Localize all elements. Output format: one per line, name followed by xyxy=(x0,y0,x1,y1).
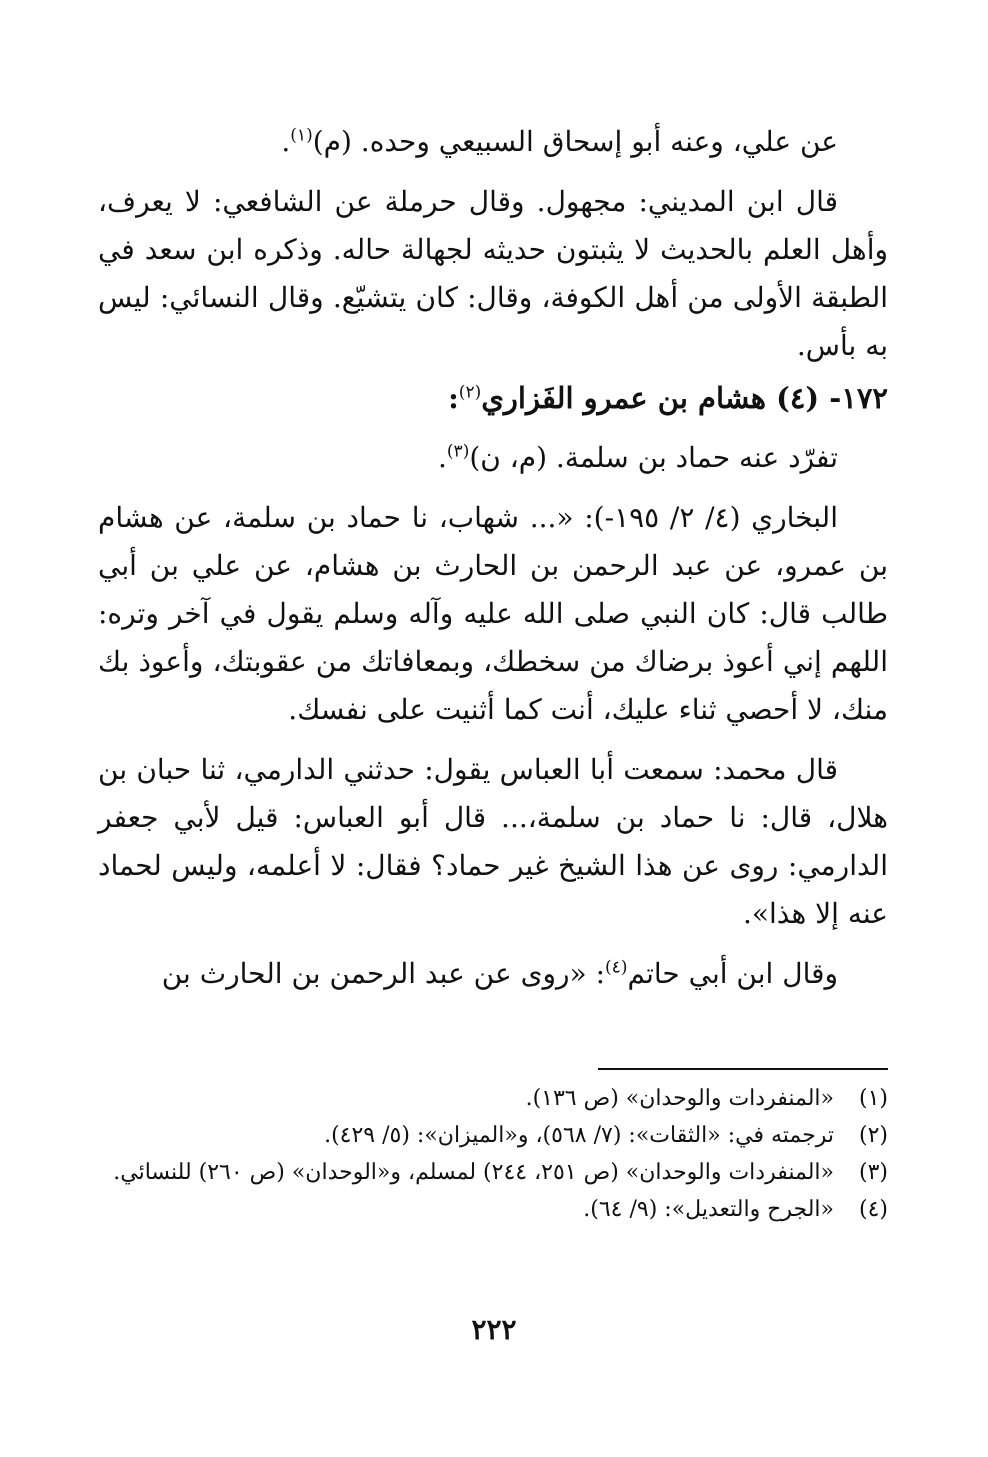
paragraph-2: قال ابن المديني: مجهول. وقال حرملة عن الشافعي: لا يعرف، وأهل العلم بالحديث لا يثبتون حديثه لجهالة حاله. وذكره ابن سعد في الطبقة الأولى من أهل الكوفة، وقال: كان يتشيّع. وقال النسائي: ليس به بأس. xyxy=(98,185,888,362)
paragraph-1-end: . xyxy=(281,125,291,158)
footnote-3-number: (٣) xyxy=(858,1160,888,1185)
main-text xyxy=(98,118,888,998)
footnote-4-number: (٤) xyxy=(858,1197,888,1222)
paragraph-3-end: . xyxy=(438,441,447,474)
footnote-2 xyxy=(98,1117,888,1154)
entry-heading-text: ١٧٢- (٤) هشام بن عمرو الفَزاري xyxy=(481,381,888,415)
footnotes xyxy=(98,1080,888,1228)
paragraph-1 xyxy=(98,118,888,166)
footnote-4 xyxy=(98,1191,888,1228)
footnote-1-number: (١) xyxy=(858,1086,888,1111)
footnote-3-text: «المنفردات والوحدان» (ص ٢٥١، ٢٤٤) لمسلم، و«الوحدان» (ص ٢٦٠) للنسائي. xyxy=(113,1160,834,1185)
footnote-ref-3[interactable]: (٣) xyxy=(446,441,470,462)
paragraph-3-text: تفرّد عنه حماد بن سلمة. (م، ن) xyxy=(469,441,838,474)
entry-heading xyxy=(98,374,888,422)
footnote-2-number: (٢) xyxy=(858,1123,888,1148)
footnote-ref-4[interactable]: (٤) xyxy=(605,957,628,978)
paragraph-1-text: عن علي، وعنه أبو إسحاق السبيعي وحده. (م) xyxy=(312,125,838,158)
paragraph-6-text-after: : «روى عن عبد الرحمن بن الحارث بن xyxy=(161,957,606,990)
footnote-1-text: «المنفردات والوحدان» (ص ١٣٦). xyxy=(525,1086,834,1111)
footnote-3 xyxy=(98,1154,888,1191)
paragraph-5: قال محمد: سمعت أبا العباس يقول: حدثني الدارمي، ثنا حبان بن هلال، قال: نا حماد بن سلمة،... قال أبو العباس: قيل لأبي جعفر الدارمي: روى عن هذا الشيخ غير حماد؟ فقال: لا أعلمه، وليس لحماد عنه إلا هذا». xyxy=(98,753,888,930)
footnote-4-text: «الجرح والتعديل»: (٩/ ٦٤). xyxy=(583,1197,834,1222)
footnote-1 xyxy=(98,1080,888,1117)
paragraph-6 xyxy=(98,950,888,998)
paragraph-4: البخاري (٤/ ٢/ ١٩٥-): «... شهاب، نا حماد بن سلمة، عن هشام بن عمرو، عن عبد الرحمن بن الحارث بن هشام، عن علي بن أبي طالب قال: كان النبي صلى الله عليه وآله وسلم يقول في آخر وتره: اللهم إني أعوذ برضاك من سخطك، وبمعافاتك من عقوبتك، وأعوذ بك منك، لا أحصي ثناء عليك، أنت كما أثنيت على نفسك. xyxy=(98,501,888,726)
paragraph-6-text-before: وقال ابن أبي حاتم xyxy=(627,957,838,990)
entry-heading-end: : xyxy=(448,381,459,415)
paragraph-3 xyxy=(98,434,888,482)
footnote-ref-1[interactable]: (١) xyxy=(290,125,313,146)
footnote-divider xyxy=(598,1068,888,1070)
page-number: ٢٢٢ xyxy=(471,1313,517,1346)
footnote-ref-2[interactable]: (٢) xyxy=(458,382,482,403)
footnote-2-text: ترجمته في: «الثقات»: (٧/ ٥٦٨)، و«الميزان»: (٥/ ٤٢٩). xyxy=(324,1123,834,1148)
